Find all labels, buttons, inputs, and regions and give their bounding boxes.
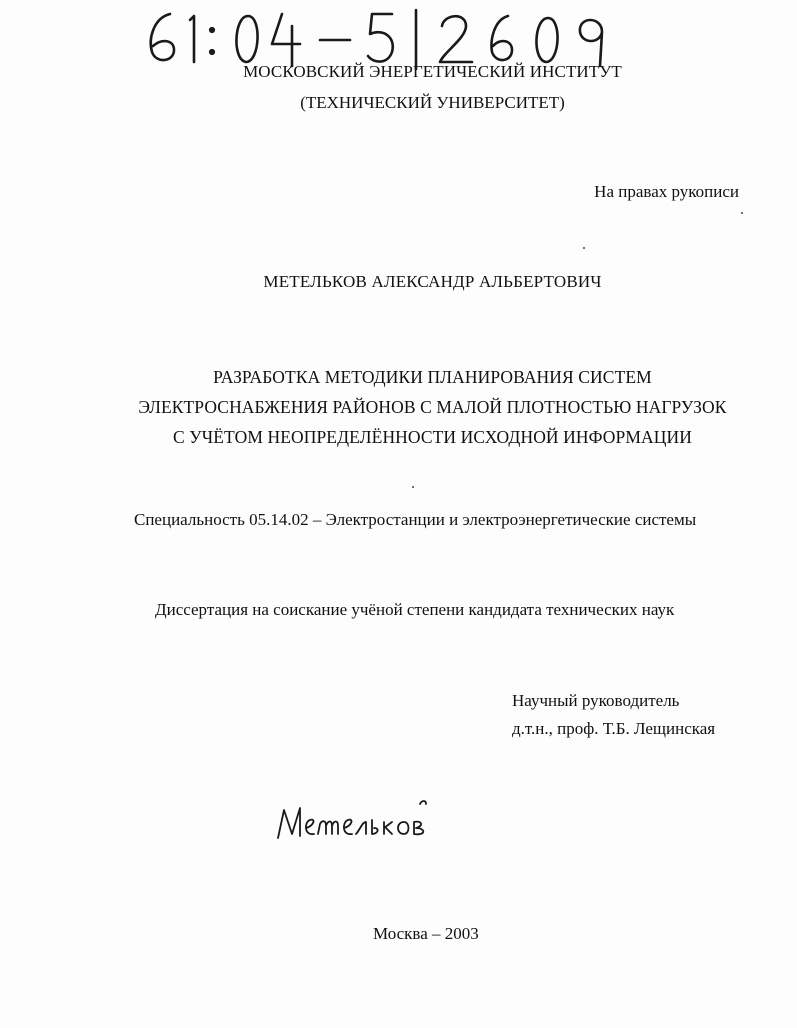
specialty-line: Специальность 05.14.02 – Электростанции и электроэнергетические системы (134, 510, 697, 529)
dissertation-degree-note: Диссертация на соискание учёной степени кандидата технических наук (155, 600, 675, 619)
title-line-2: ЭЛЕКТРОСНАБЖЕНИЯ РАЙОНОВ С МАЛОЙ ПЛОТНОСТЬЮ НАГРУЗОК (138, 397, 727, 417)
city-and-year: Москва – 2003 (373, 924, 479, 943)
signature-drawing (270, 790, 450, 860)
university-type: (ТЕХНИЧЕСКИЙ УНИВЕРСИТЕТ) (300, 93, 565, 112)
author-signature (270, 790, 450, 860)
handwritten-archive-code (140, 4, 640, 70)
handwritten-archive-code-drawing (140, 4, 640, 70)
institute-name: МОСКОВСКИЙ ЭНЕРГЕТИЧЕСКИЙ ИНСТИТУТ (243, 62, 622, 81)
supervisor-block (512, 687, 715, 743)
supervisor-name: д.т.н., проф. Т.Б. Лещинская (512, 719, 716, 738)
title-line-1: РАЗРАБОТКА МЕТОДИКИ ПЛАНИРОВАНИЯ СИСТЕМ (213, 367, 652, 387)
dissertation-title (34, 362, 797, 452)
manuscript-rights-note: На правах рукописи (594, 182, 739, 201)
paper-speck (412, 486, 414, 488)
author-name: МЕТЕЛЬКОВ АЛЕКСАНДР АЛЬБЕРТОВИЧ (263, 272, 602, 291)
paper-speck (741, 212, 743, 214)
paper-speck (583, 247, 585, 249)
title-line-3: С УЧЁТОМ НЕОПРЕДЕЛЁННОСТИ ИСХОДНОЙ ИНФОРМАЦИИ (173, 427, 692, 447)
supervisor-label: Научный руководитель (512, 691, 680, 710)
